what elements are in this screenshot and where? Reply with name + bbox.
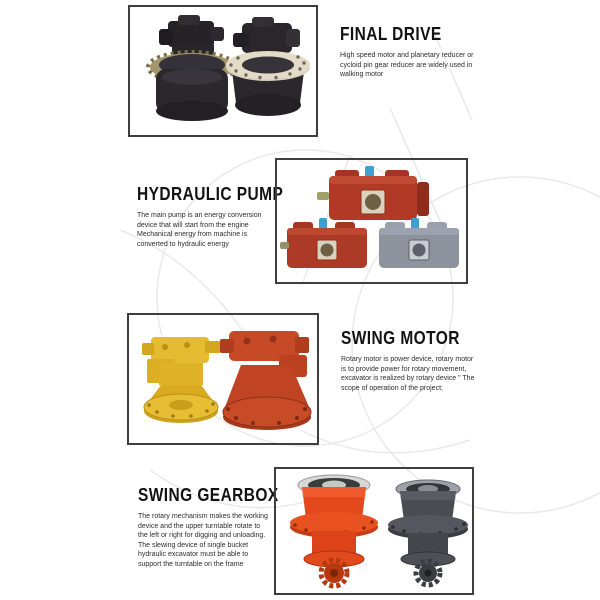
swing-gearbox-orange bbox=[290, 475, 378, 586]
final-drive-right-unit bbox=[226, 17, 310, 116]
swing-motor-photo bbox=[129, 315, 317, 443]
section-final-drive-text bbox=[340, 24, 480, 80]
swing-gearbox-description: The rotary mechanism makes the working device and the upper turntable rotate to the left or right for digging and unloading. The slewing device of single bucket hydraulic excavator must be able to support the turntable on the frame bbox=[138, 513, 268, 568]
swing-motor-description: Rotary motor is power device, rotary motor is to provide power for rotary movement, excavator is realized by rotary device " The scope of operation of the project; bbox=[341, 356, 475, 392]
swing-gearbox-photo bbox=[276, 469, 472, 593]
final-drive-photo-frame bbox=[128, 5, 318, 137]
final-drive-left-unit bbox=[148, 15, 236, 121]
swing-motor-red bbox=[220, 331, 311, 430]
final-drive-photo bbox=[130, 7, 316, 135]
pump-bottom-right-gray bbox=[379, 218, 459, 268]
section-swing-motor-text bbox=[341, 328, 479, 393]
swing-motor-yellow bbox=[142, 337, 221, 423]
swing-gearbox-title: SWING GEARBOX bbox=[138, 485, 279, 505]
swing-motor-title: SWING MOTOR bbox=[341, 328, 460, 348]
hydraulic-pump-photo-frame bbox=[275, 158, 468, 284]
hydraulic-pump-description: The main pump is an energy conversion device that will start from the engine Mechanical energy from machine is converted to hydraulic energy bbox=[137, 212, 262, 248]
swing-gearbox-gray bbox=[388, 480, 468, 585]
swing-gearbox-photo-frame bbox=[274, 467, 474, 595]
hydraulic-pump-photo bbox=[277, 160, 466, 282]
swing-motor-photo-frame bbox=[127, 313, 319, 445]
pump-bottom-left-red bbox=[280, 218, 367, 268]
pump-top-red bbox=[317, 166, 429, 220]
final-drive-description: High speed motor and planetary reducer or cycloid pin gear reducer are widely used in walking motor bbox=[340, 52, 474, 78]
final-drive-title: FINAL DRIVE bbox=[340, 24, 442, 44]
hydraulic-pump-title: HYDRAULIC PUMP bbox=[137, 184, 284, 204]
